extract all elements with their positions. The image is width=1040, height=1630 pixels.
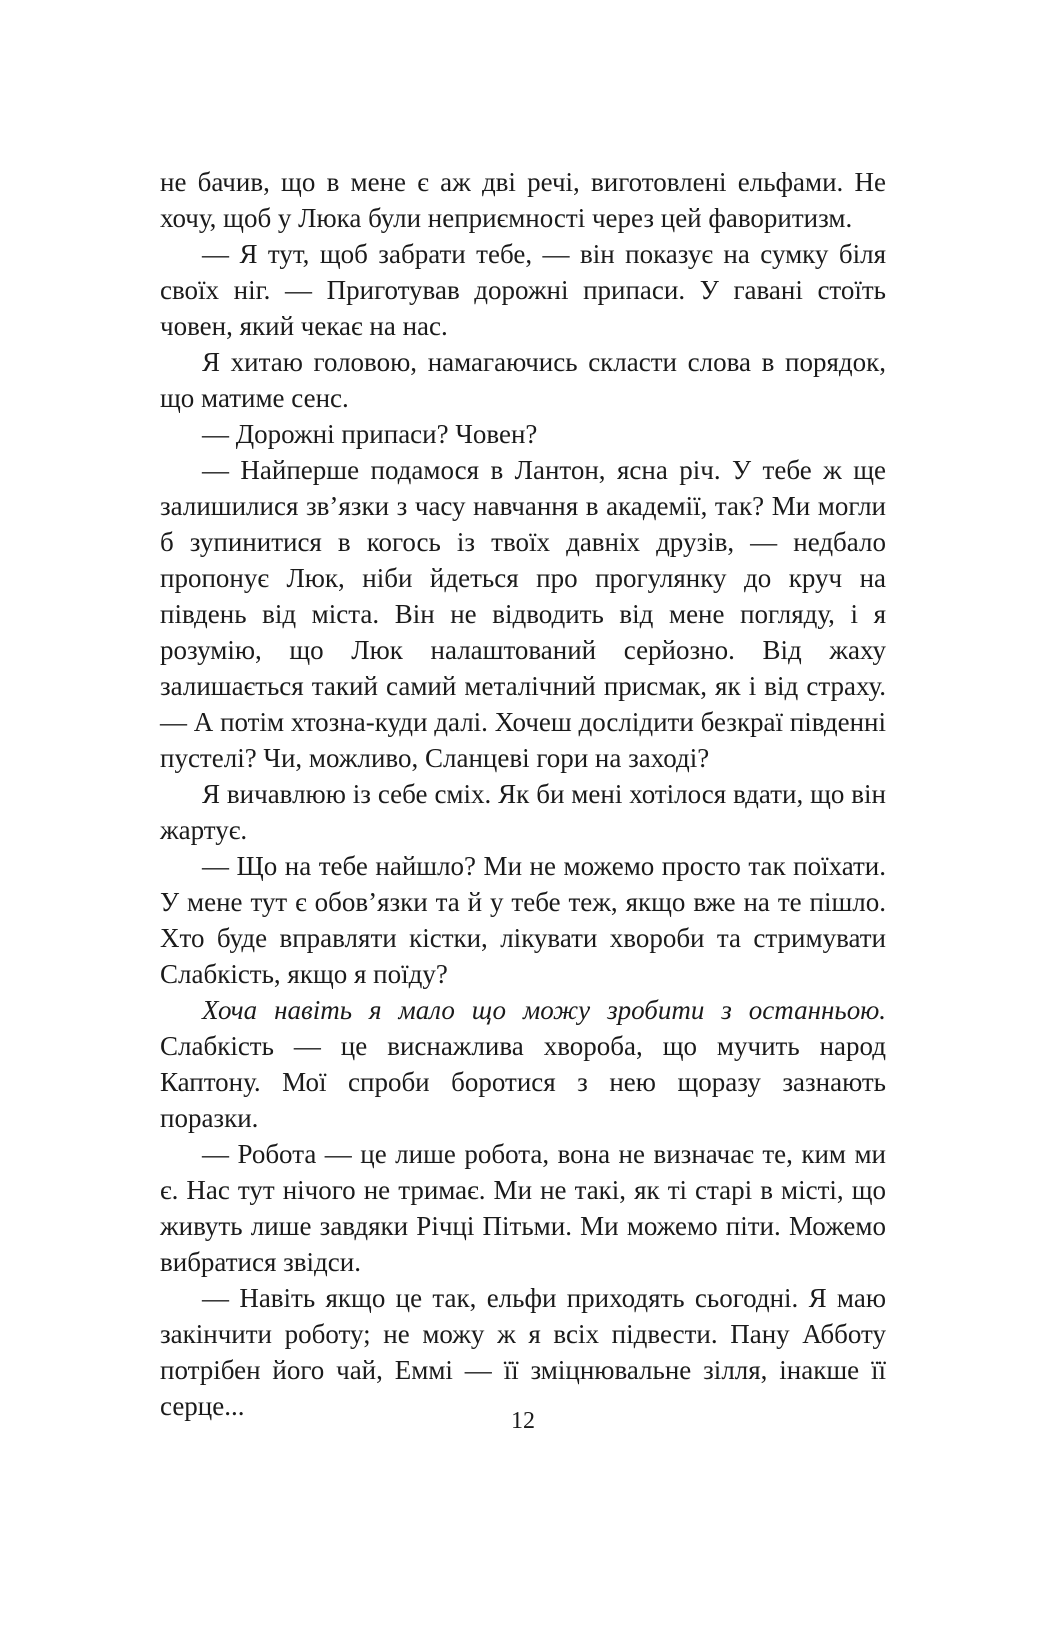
paragraph-segment: — Найперше подамося в Лантон, ясна річ. У тебе ж ще залишилися зв’язки з часу навчання в академії, так? Ми могли б зупинитися в когось із твоїх давніх друзів, — недбало пропонує Люк, ніби йдеться про прогулянку до круч на південь від міста. Він не відводить від мене погляду, і я розумію, що Люк налаштований серйозно. Від жаху залишається такий самий металічний присмак, як і від страху. — А потім хтозна-куди далі. Хочеш дослідити безкраї південні пустелі? Чи, можливо, Сланцеві гори на заході?	[160, 455, 886, 773]
paragraph	[160, 344, 886, 416]
paragraph	[160, 992, 886, 1136]
paragraph-segment: Я вичавлюю із себе сміх. Як би мені хотілося вдати, що він жартує.	[160, 779, 886, 845]
paragraph-segment: — Я тут, щоб забрати тебе, — він показує на сумку біля своїх ніг. — Приготував дорожні припаси. У гавані стоїть човен, який чекає на нас.	[160, 239, 886, 341]
paragraph-segment: Я хитаю головою, намагаючись скласти слова в порядок, що матиме сенс.	[160, 347, 886, 413]
paragraph	[160, 1136, 886, 1280]
paragraph-segment: — Дорожні припаси? Човен?	[202, 419, 538, 449]
paragraph-segment-italic: Хоча навіть я мало що можу зробити з останньою.	[202, 995, 886, 1025]
paragraph	[160, 236, 886, 344]
paragraph	[160, 164, 886, 236]
paragraph-segment: не бачив, що в мене є аж дві речі, виготовлені ельфами. Не хочу, щоб у Люка були неприємності через цей фаворитизм.	[160, 167, 886, 233]
paragraph	[160, 1280, 886, 1424]
paragraph-segment: — Що на тебе найшло? Ми не можемо просто так поїхати. У мене тут є обов’язки та й у тебе теж, якщо вже на те пішло. Хто буде вправляти кістки, лікувати хвороби та стримувати Слабкість, якщо я поїду?	[160, 851, 886, 989]
page-number: 12	[511, 1408, 535, 1434]
paragraph-segment: — Навіть якщо це так, ельфи приходять сьогодні. Я маю закінчити роботу; не можу ж я всіх підвести. Пану Абботу потрібен його чай, Еммі — її зміцнювальне зілля, інакше її серце...	[160, 1283, 886, 1421]
paragraph	[160, 416, 886, 452]
paragraph-segment: — Робота — це лише робота, вона не визначає те, ким ми є. Нас тут нічого не тримає. Ми не такі, як ті старі в місті, що живуть лише завдяки Річці Пітьми. Ми можемо піти. Можемо вибратися звідси.	[160, 1139, 886, 1277]
paragraph	[160, 848, 886, 992]
paragraph	[160, 452, 886, 776]
paragraph-segment: Слабкість — це виснажлива хвороба, що мучить народ Каптону. Мої спроби боротися з нею щоразу зазнають поразки.	[160, 1031, 886, 1133]
page-text	[160, 164, 886, 1424]
paragraph	[160, 776, 886, 848]
